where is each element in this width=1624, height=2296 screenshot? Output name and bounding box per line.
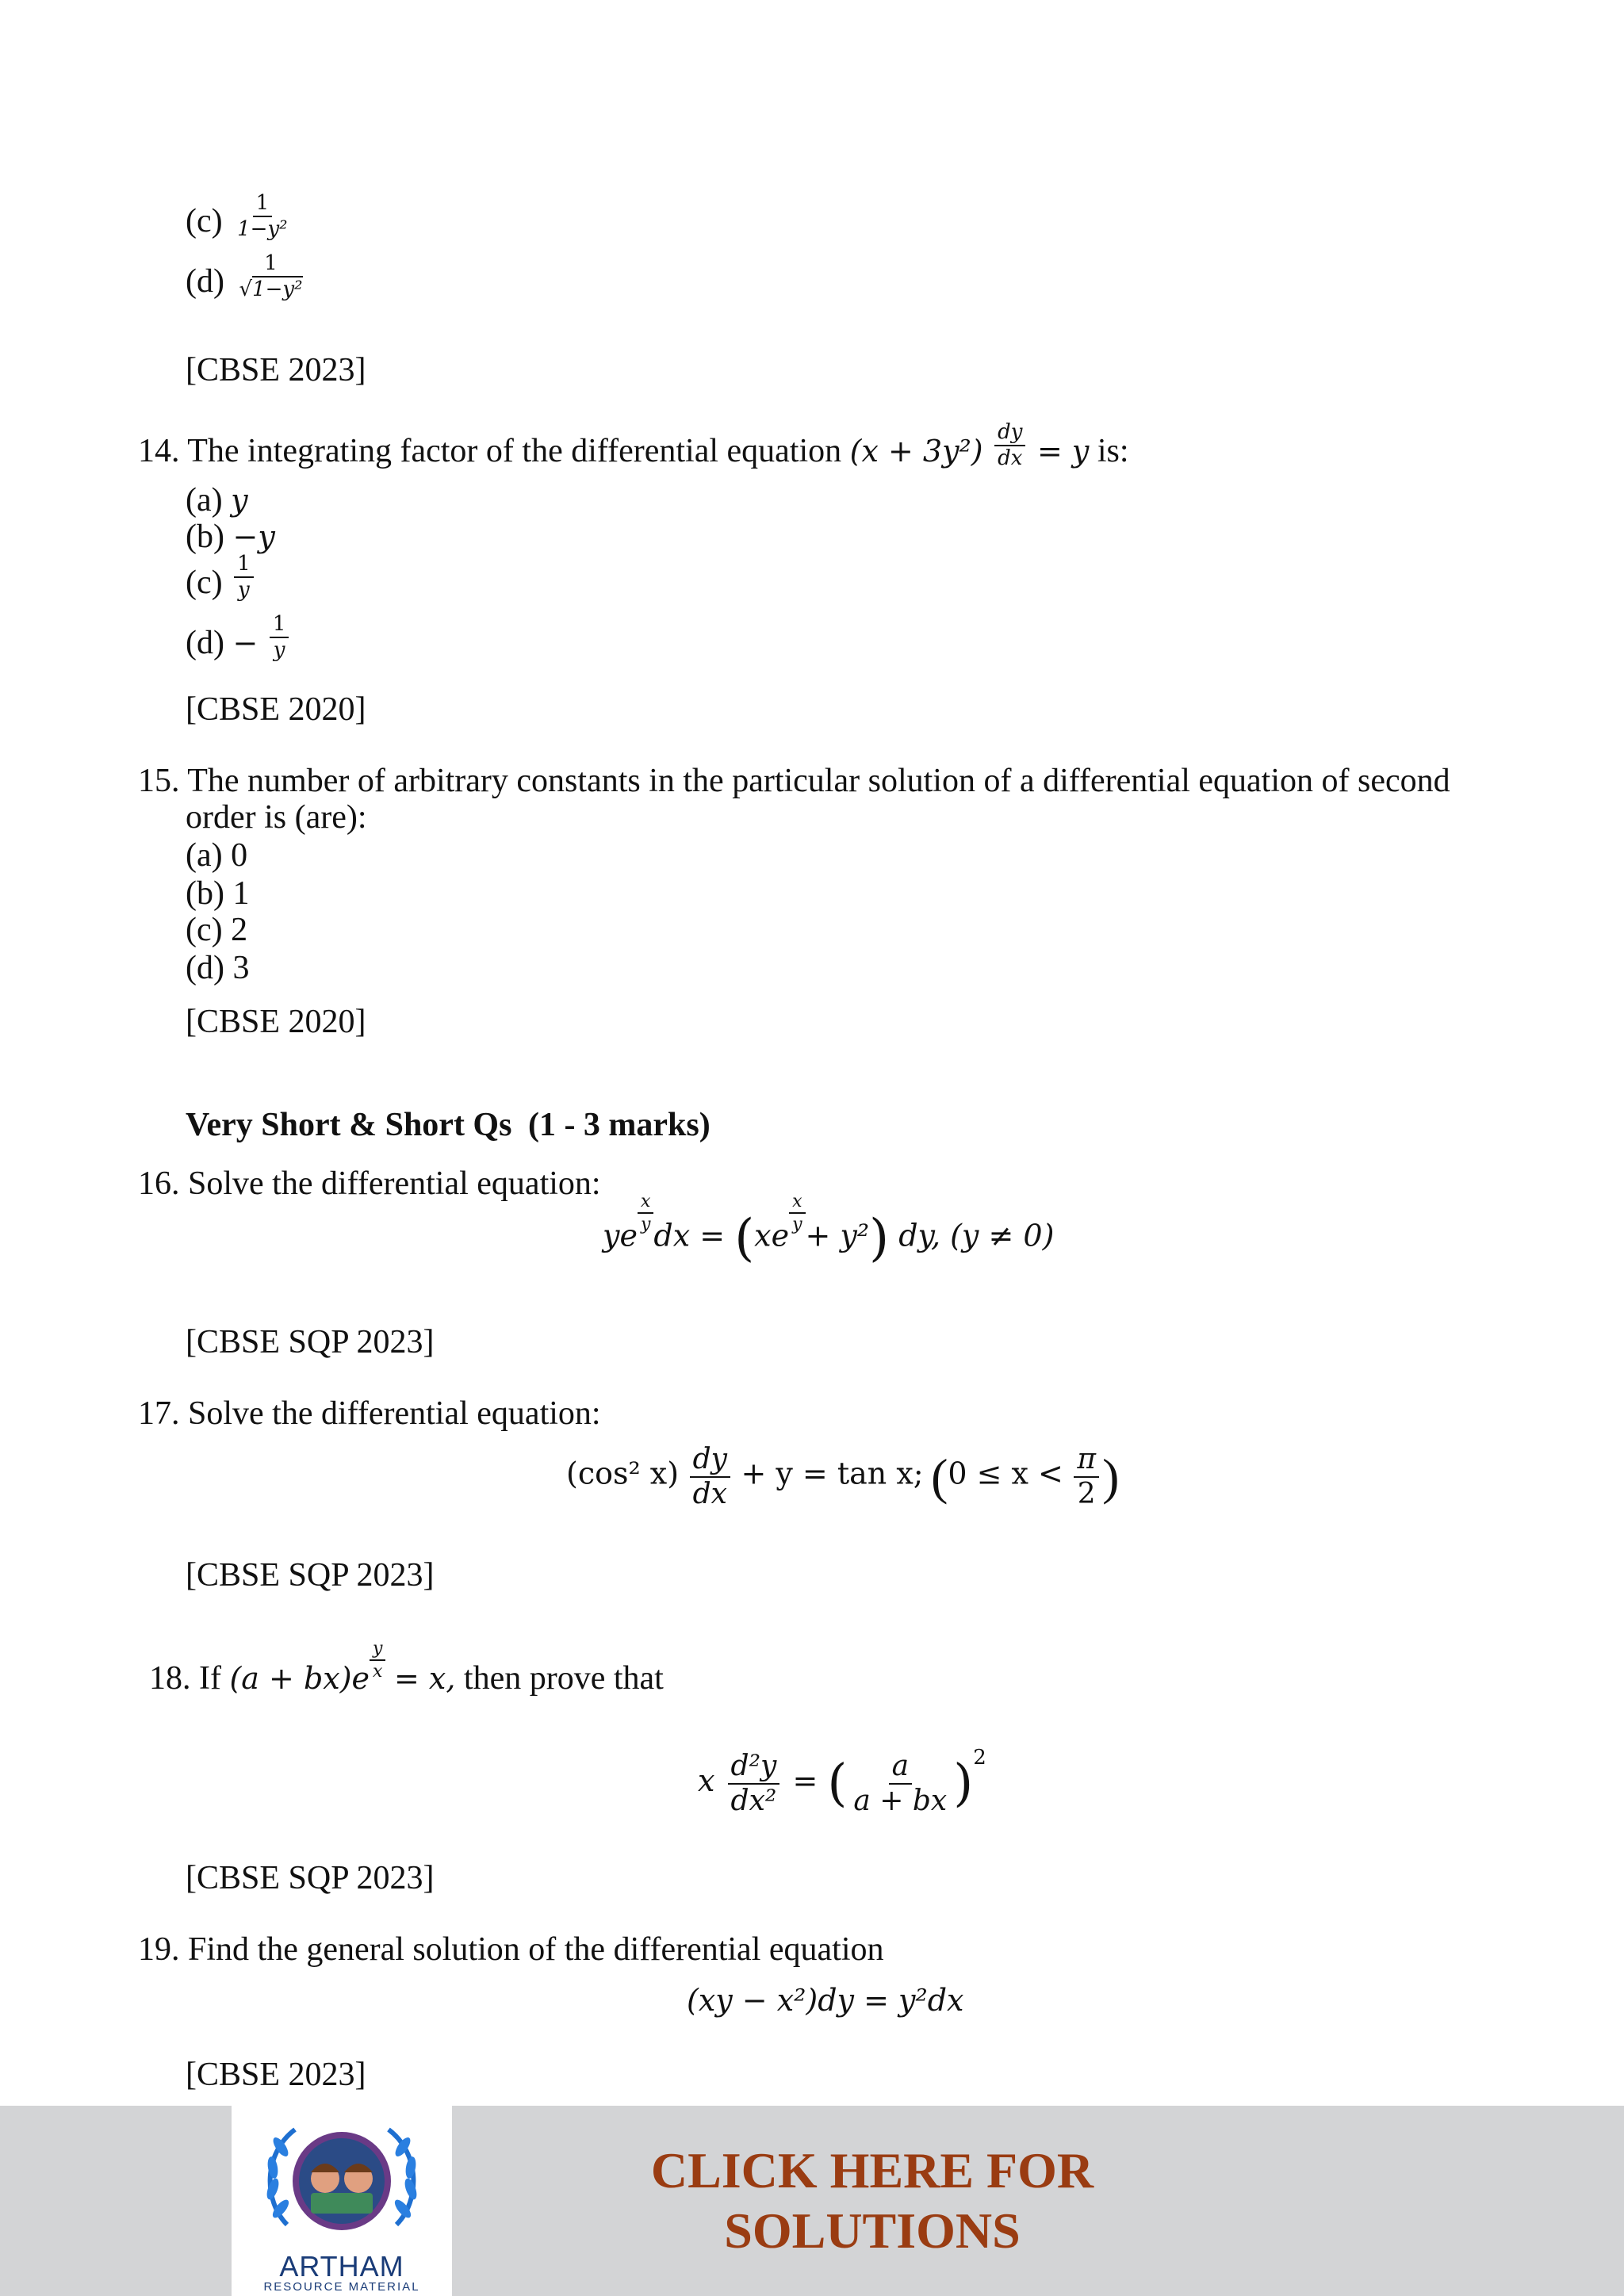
q18-source: [CBSE SQP 2023] — [186, 1860, 435, 1896]
fraction-numerator: d²y — [728, 1751, 780, 1785]
cta-line2[interactable]: SOLUTIONS — [724, 2202, 1021, 2259]
fraction — [234, 193, 290, 241]
question-text: The number of arbitrary constants in the particular solution of a differential equation of second — [187, 763, 1450, 799]
question-text: The integrating factor of the differential equation — [187, 433, 842, 469]
q13-option-c — [186, 191, 294, 242]
q15-option-d: (d) 3 — [186, 950, 250, 986]
fraction-numerator: 1 — [270, 614, 289, 638]
q15-stem-line2: order is (are): — [186, 799, 367, 836]
fraction — [236, 253, 305, 301]
q14-stem — [138, 420, 1129, 471]
q13-source: [CBSE 2023] — [186, 352, 366, 388]
equation-part: 0 ≤ x < — [948, 1456, 1063, 1491]
fraction-denominator: 1−y² — [237, 217, 288, 242]
second-derivative-fraction — [728, 1751, 780, 1816]
q17-stem — [138, 1397, 601, 1430]
laurel-logo-icon — [232, 2106, 452, 2256]
option-label: (c) — [186, 203, 223, 239]
option-label: (c) — [186, 564, 223, 601]
equation-part: + y = tan x; — [741, 1456, 924, 1491]
fraction — [234, 553, 254, 602]
equation-part: dy, (y ≠ 0) — [898, 1218, 1055, 1253]
fraction-denominator: 2 — [1077, 1477, 1096, 1510]
q15-option-c: (c) 2 — [186, 912, 248, 948]
q18-equation — [698, 1747, 986, 1816]
question-text: then prove that — [463, 1660, 664, 1697]
question-number: 15. — [138, 763, 180, 799]
paren-close: ) — [869, 1209, 890, 1268]
equation-part: (a + bx)e — [229, 1661, 370, 1696]
fraction-denominator: y — [238, 578, 250, 603]
option-label: (b) — [186, 519, 224, 555]
exponent: 2 — [973, 1746, 986, 1770]
question-text: Solve the differential equation: — [188, 1395, 601, 1432]
cta-line1[interactable]: CLICK HERE FOR — [650, 2142, 1094, 2198]
fraction-denominator: a + bx — [853, 1784, 948, 1817]
option-value: y — [231, 483, 248, 518]
option-label: (d) — [186, 625, 224, 661]
derivative-fraction — [690, 1445, 730, 1510]
fraction-denominator: y — [640, 1215, 651, 1235]
paren-open: ( — [734, 1209, 755, 1268]
q19-stem — [138, 1933, 884, 1966]
equals-sign: = — [792, 1763, 818, 1798]
exponent-fraction — [638, 1192, 653, 1234]
equation-part: (x + 3y²) — [849, 434, 983, 469]
question-number: 17. — [138, 1395, 180, 1432]
fraction-numerator: 1 — [234, 553, 254, 578]
fraction — [270, 614, 289, 662]
equation-part: + y² — [805, 1218, 870, 1253]
q17-source: [CBSE SQP 2023] — [186, 1557, 435, 1594]
fraction-denominator: x — [373, 1662, 383, 1682]
section-marks: (1 - 3 marks) — [527, 1107, 710, 1143]
fraction-numerator: 1 — [261, 253, 281, 277]
paren-open: ( — [931, 1448, 948, 1505]
paren-close: ) — [1102, 1448, 1120, 1505]
equation-part: ye — [603, 1218, 638, 1253]
fraction-numerator: π — [1074, 1445, 1099, 1478]
equation-part: = x, — [393, 1661, 456, 1696]
exponent-fraction — [789, 1192, 805, 1234]
question-number: 18. — [149, 1660, 191, 1697]
q14-option-a — [186, 484, 248, 517]
paren-close: ) — [953, 1754, 974, 1813]
fraction-denominator: √1−y² — [239, 277, 303, 302]
question-text: Solve the differential equation: — [188, 1165, 601, 1202]
fraction-numerator: x — [789, 1192, 805, 1214]
fraction-denominator: dx² — [730, 1784, 777, 1817]
q14-option-d — [186, 612, 292, 663]
exponent-fraction — [370, 1640, 385, 1681]
question-number: 19. — [138, 1931, 180, 1968]
fraction-numerator: dy — [994, 422, 1025, 446]
option-label: (a) — [186, 482, 223, 519]
equation-part: = y — [1036, 434, 1090, 469]
section-title: Very Short & Short Qs — [186, 1107, 512, 1143]
fraction-numerator: dy — [690, 1445, 730, 1478]
q16-source: [CBSE SQP 2023] — [186, 1324, 435, 1360]
fraction-numerator: y — [370, 1640, 385, 1661]
question-suffix: is: — [1097, 433, 1129, 469]
option-value: −y — [232, 519, 275, 554]
minus-sign: − — [232, 626, 259, 660]
fraction — [850, 1751, 950, 1816]
section-heading — [186, 1108, 710, 1142]
equation-part: (cos² x) — [566, 1456, 680, 1491]
question-number: 16. — [138, 1165, 180, 1202]
q16-equation — [603, 1192, 1055, 1268]
fraction-denominator: y — [273, 638, 285, 663]
q14-source: [CBSE 2020] — [186, 691, 366, 728]
logo-name: ARTHAM — [279, 2250, 404, 2283]
question-number: 14. — [138, 433, 180, 469]
q14-option-b — [186, 520, 275, 553]
q19-equation: (xy − x²)dy = y²dx — [687, 1983, 964, 2018]
solutions-link[interactable] — [555, 2141, 1189, 2261]
question-text: If — [199, 1660, 221, 1697]
pi-fraction — [1074, 1445, 1099, 1510]
q15-stem-line1 — [138, 764, 1450, 798]
q15-option-b: (b) 1 — [186, 875, 250, 912]
fraction-numerator: a — [889, 1751, 912, 1785]
q15-option-a: (a) 0 — [186, 837, 248, 874]
q18-stem — [149, 1639, 664, 1697]
fraction-denominator: y — [792, 1215, 802, 1235]
q16-stem — [138, 1167, 601, 1200]
fraction-denominator: dx — [692, 1477, 727, 1510]
paren-open: ( — [827, 1754, 848, 1813]
derivative-fraction — [994, 422, 1025, 470]
radicand: 1−y² — [252, 277, 303, 302]
option-label: (d) — [186, 263, 224, 300]
logo-subtitle: RESOURCE MATERIAL — [263, 2280, 420, 2294]
question-text: Find the general solution of the differential equation — [188, 1931, 884, 1968]
q15-source: [CBSE 2020] — [186, 1004, 366, 1040]
q13-option-d — [186, 251, 309, 302]
fraction-numerator: x — [638, 1192, 653, 1214]
fraction-denominator: dx — [998, 446, 1023, 471]
q19-source: [CBSE 2023] — [186, 2057, 366, 2093]
equation-part: xe — [754, 1218, 790, 1253]
fraction-numerator: 1 — [253, 193, 273, 217]
q17-equation — [566, 1445, 1119, 1510]
equation-part: dx = — [653, 1218, 726, 1253]
equation-part: x — [698, 1763, 715, 1798]
q14-option-c — [186, 552, 257, 603]
